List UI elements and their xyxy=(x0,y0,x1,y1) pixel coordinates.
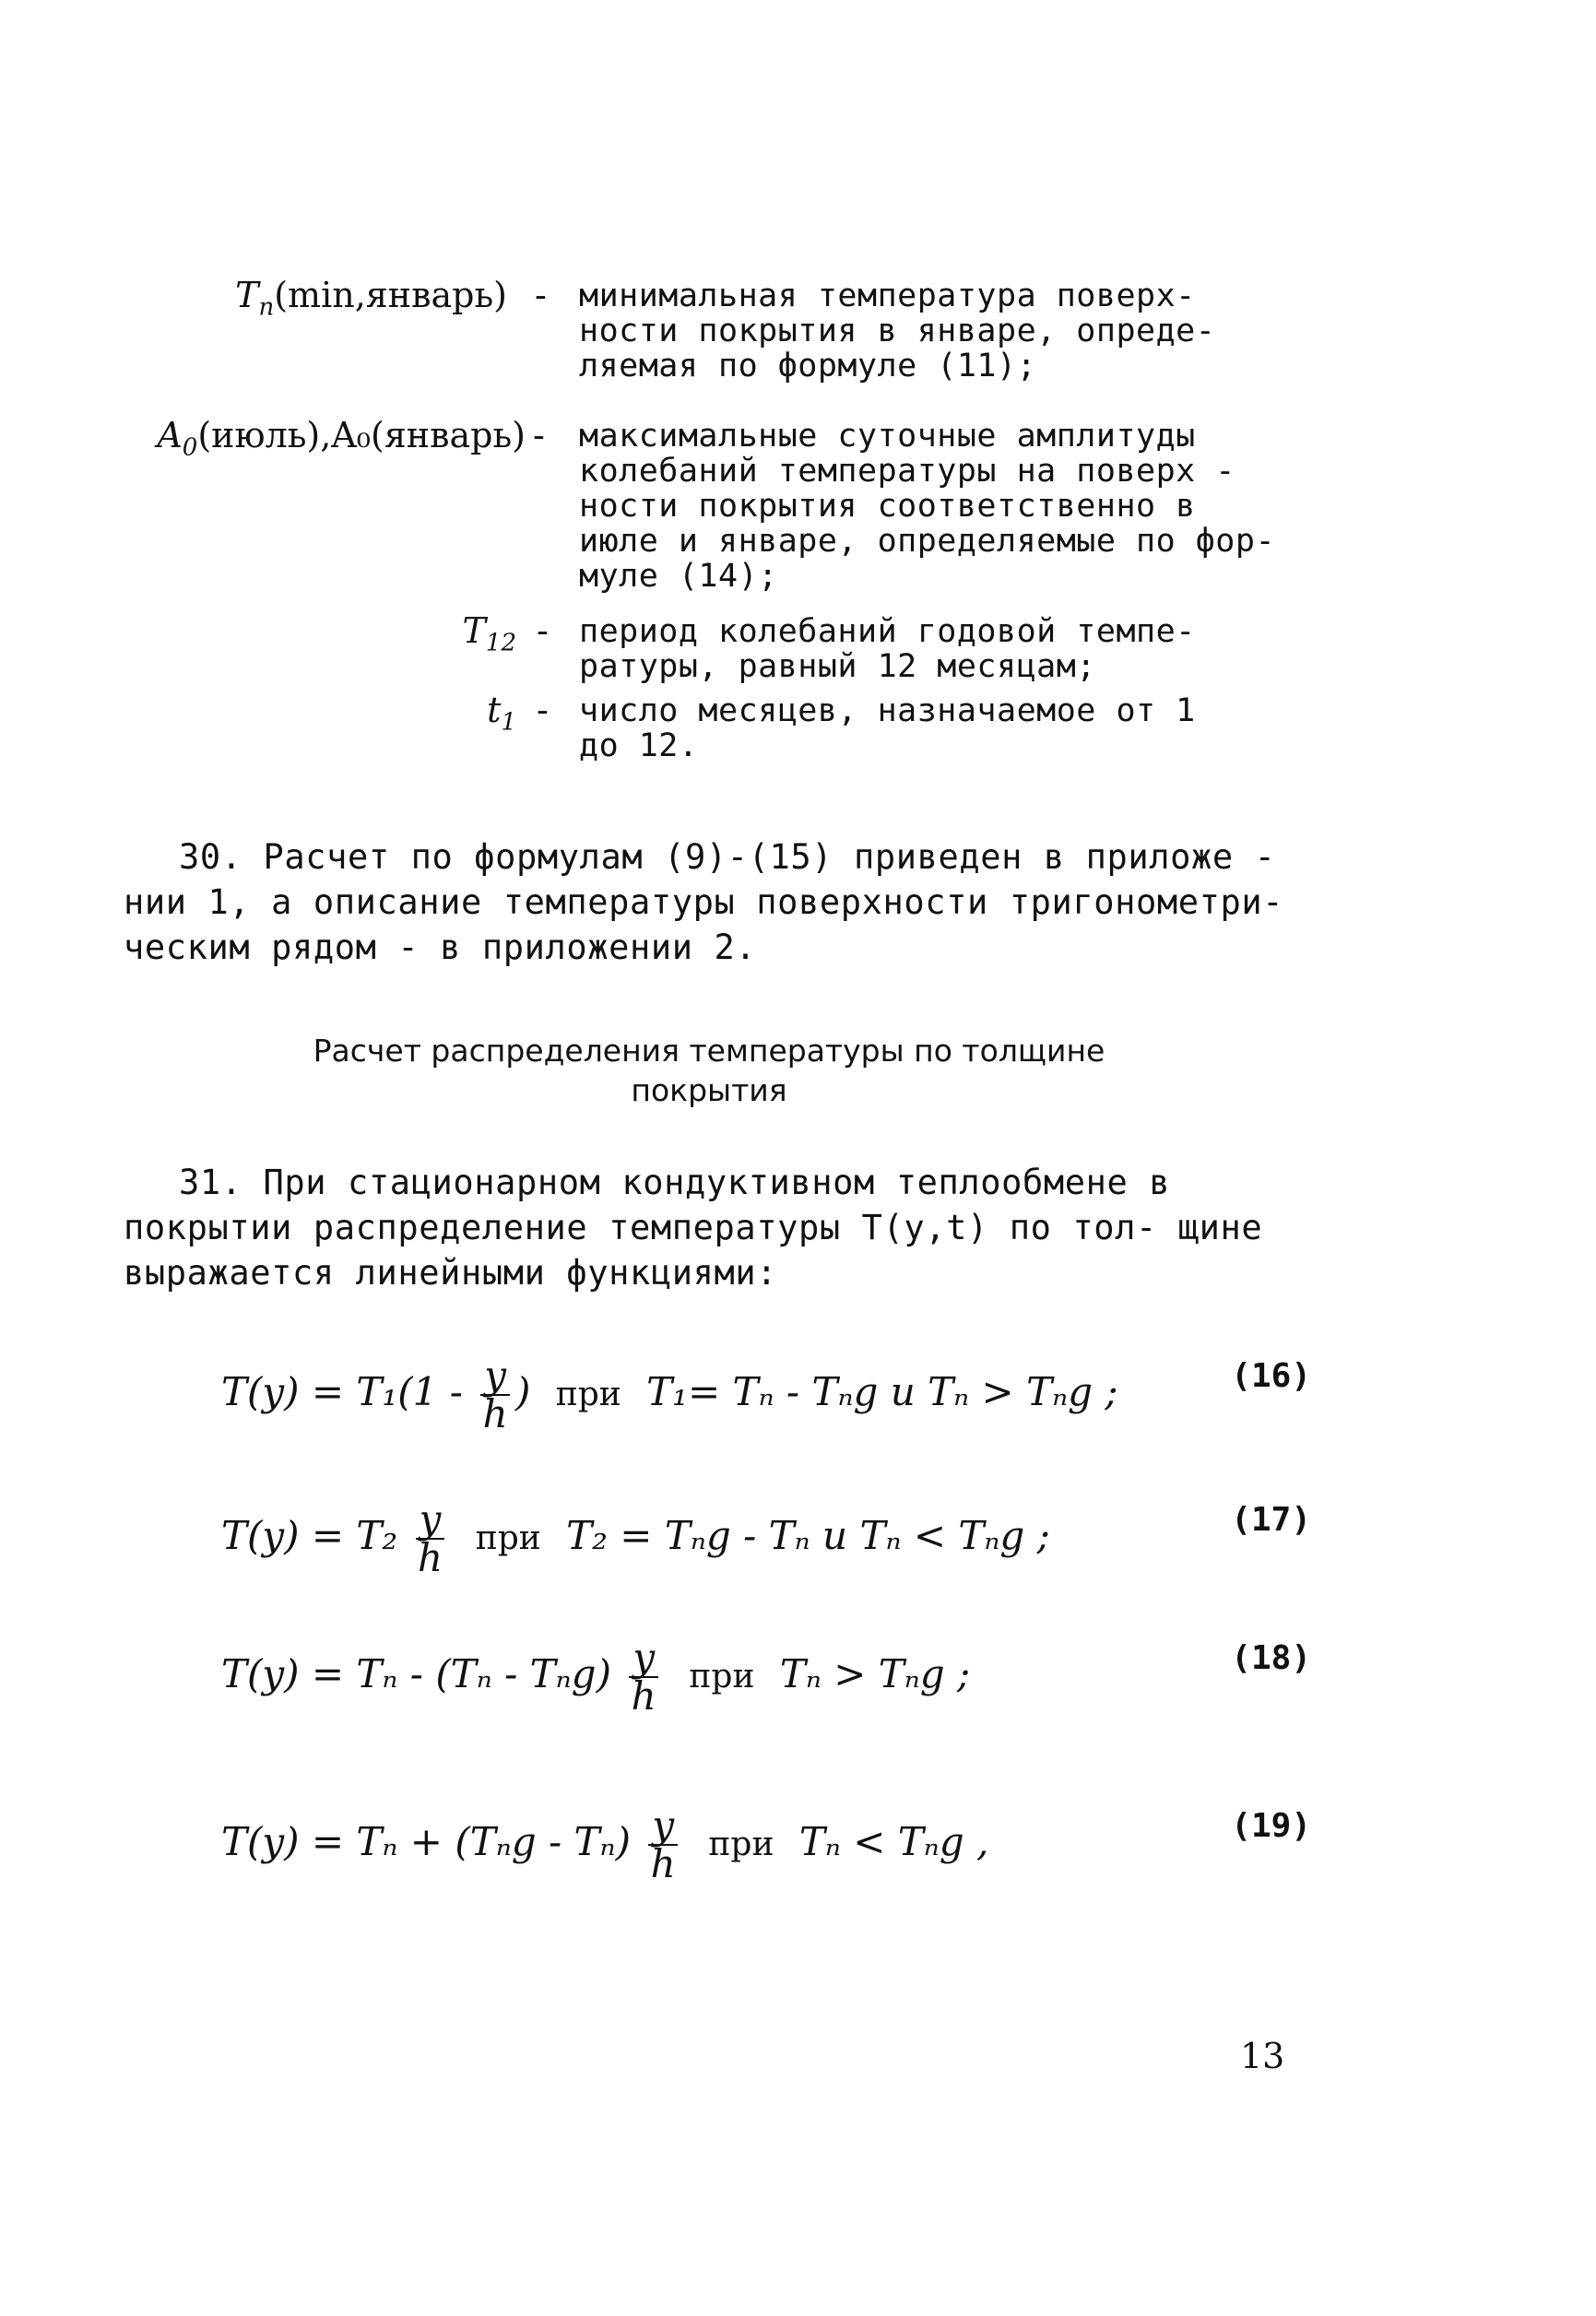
formula-17 xyxy=(221,1473,1328,1580)
definition-dash: - xyxy=(537,610,549,651)
definition-dash: - xyxy=(533,415,545,455)
page-number: 13 xyxy=(1240,2036,1285,2076)
formula-expression: T(y) = Tₙ + (Tₙ𝑔 - Tₙ) $\frac{y}{h}$ при Tₙ < Tₙ𝑔 , xyxy=(221,1802,989,1886)
section-heading-line-1: Расчет распределения температуры по толщине xyxy=(313,1033,1105,1069)
fraction: $\frac{y}{h}$ xyxy=(629,1639,658,1715)
fraction: $\frac{y}{h}$ xyxy=(480,1357,510,1433)
formula-expression: T(y) = T₂ $\frac{y}{h}$ при T₂ = Tₙ𝑔 - Tₙ и Tₙ < Tₙ𝑔 ; xyxy=(221,1496,1050,1580)
formula-18 xyxy=(221,1612,1328,1719)
section-heading xyxy=(124,1031,1295,1110)
equation-number: (17) xyxy=(1231,1501,1311,1539)
equation-number: (19) xyxy=(1231,1807,1311,1845)
equation-number: (18) xyxy=(1231,1639,1311,1677)
definition-text: максимальные суточные амплитуды колебаний температуры на поверх - ности покрытия соответственно в июле и январе, определяемые по фор- муле (14); xyxy=(579,418,1276,595)
formula-16 xyxy=(221,1329,1328,1436)
definition-term: $A_0(июль),A_0(январь)$ xyxy=(157,415,526,462)
definition-text: период колебаний годовой темпе- ратуры, равный 12 месяцам; xyxy=(579,613,1196,685)
equation-number: (16) xyxy=(1231,1357,1311,1395)
definition-text: число месяцев, назначаемое от 1 до 12. xyxy=(579,692,1196,764)
definition-text: минимальная температура поверх- ности покрытия в январе, опреде- ляемая по формуле (11); xyxy=(579,278,1216,384)
definition-dash: - xyxy=(535,275,547,315)
formula-expression: T(y) = Tₙ - (Tₙ - Tₙ𝑔) $\frac{y}{h}$ при Tₙ > Tₙ𝑔 ; xyxy=(221,1635,971,1719)
paragraph-31: 31. При стационарном кондуктивном теплообмене в покрытии распределение температуры T(y,t) по тол- щине выражается линейными функциями: xyxy=(124,1163,1263,1293)
section-heading-line-2: покрытия xyxy=(631,1072,787,1108)
formula-expression: T(y) = T₁(1 - $\frac{y}{h}$ ) при T₁= Tₙ - Tₙ𝑔 и Tₙ > Tₙ𝑔 ; xyxy=(221,1353,1118,1436)
formula-19 xyxy=(221,1779,1328,1886)
paragraph-30: 30. Расчет по формулам (9)-(15) приведен в приложе - нии 1, а описание температуры поверхности тригонометри- ческим рядом - в приложении 2. xyxy=(124,837,1284,967)
fraction: $\frac{y}{h}$ xyxy=(416,1501,445,1577)
definition-dash: - xyxy=(537,690,549,730)
definition-term: $T_{12}$ xyxy=(462,610,516,657)
definition-term: $t_1$ xyxy=(487,690,516,737)
definition-term: $T_n(\min,январь)$ xyxy=(235,275,507,322)
fraction: $\frac{y}{h}$ xyxy=(648,1807,678,1883)
